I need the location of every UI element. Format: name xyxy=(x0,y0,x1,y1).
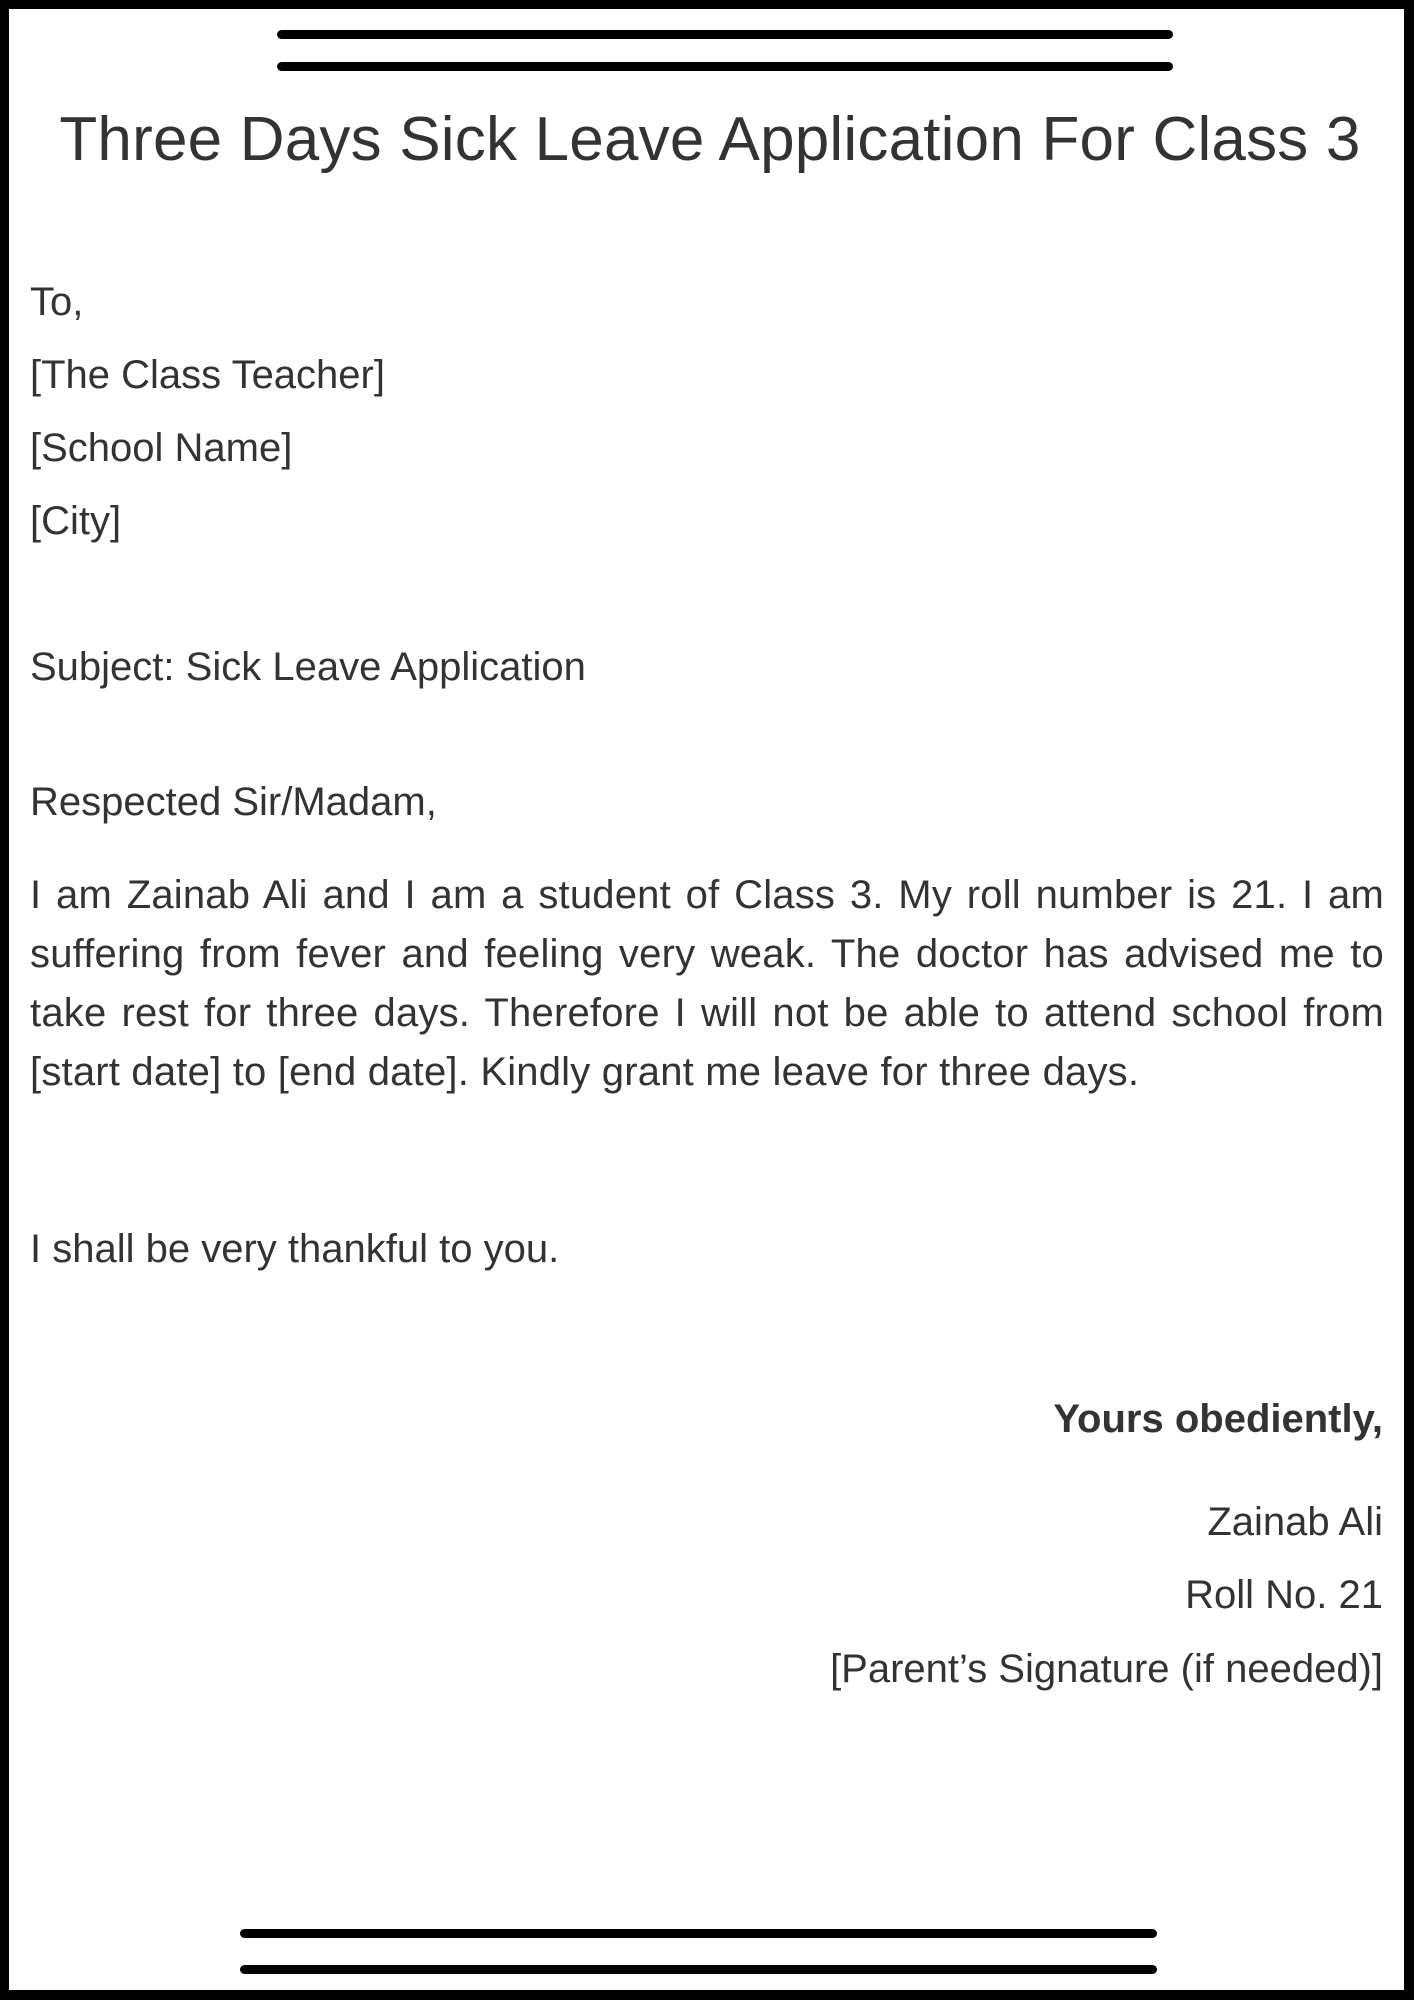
recipient-to: To, xyxy=(30,280,84,324)
parent-signature: [Parent’s Signature (if needed)] xyxy=(830,1647,1383,1691)
recipient-school: [School Name] xyxy=(30,426,293,470)
recipient-teacher: [The Class Teacher] xyxy=(30,353,385,397)
bottom-divider-line xyxy=(240,1965,1157,1974)
sender-roll-number: Roll No. 21 xyxy=(1185,1573,1383,1617)
greeting: Respected Sir/Madam, xyxy=(30,780,437,824)
subject-line: Subject: Sick Leave Application xyxy=(30,645,586,689)
sender-name: Zainab Ali xyxy=(1207,1500,1383,1544)
document-title: Three Days Sick Leave Application For Class 3 xyxy=(59,105,1361,174)
top-divider-line xyxy=(277,30,1173,39)
body-paragraph: I am Zainab Ali and I am a student of Class 3. My roll number is 21. I am suffering from fever and feeling very weak. The doctor has advised me to take rest for three days. Therefore I will not be able to attend school from [start date] to [end date]. Kindly grant me leave for three days. xyxy=(30,873,1384,1094)
bottom-divider-line xyxy=(240,1929,1157,1938)
thanks-line: I shall be very thankful to you. xyxy=(30,1227,560,1271)
recipient-city: [City] xyxy=(30,499,122,543)
sign-off: Yours obediently, xyxy=(1053,1397,1383,1441)
top-divider-line xyxy=(277,62,1173,71)
